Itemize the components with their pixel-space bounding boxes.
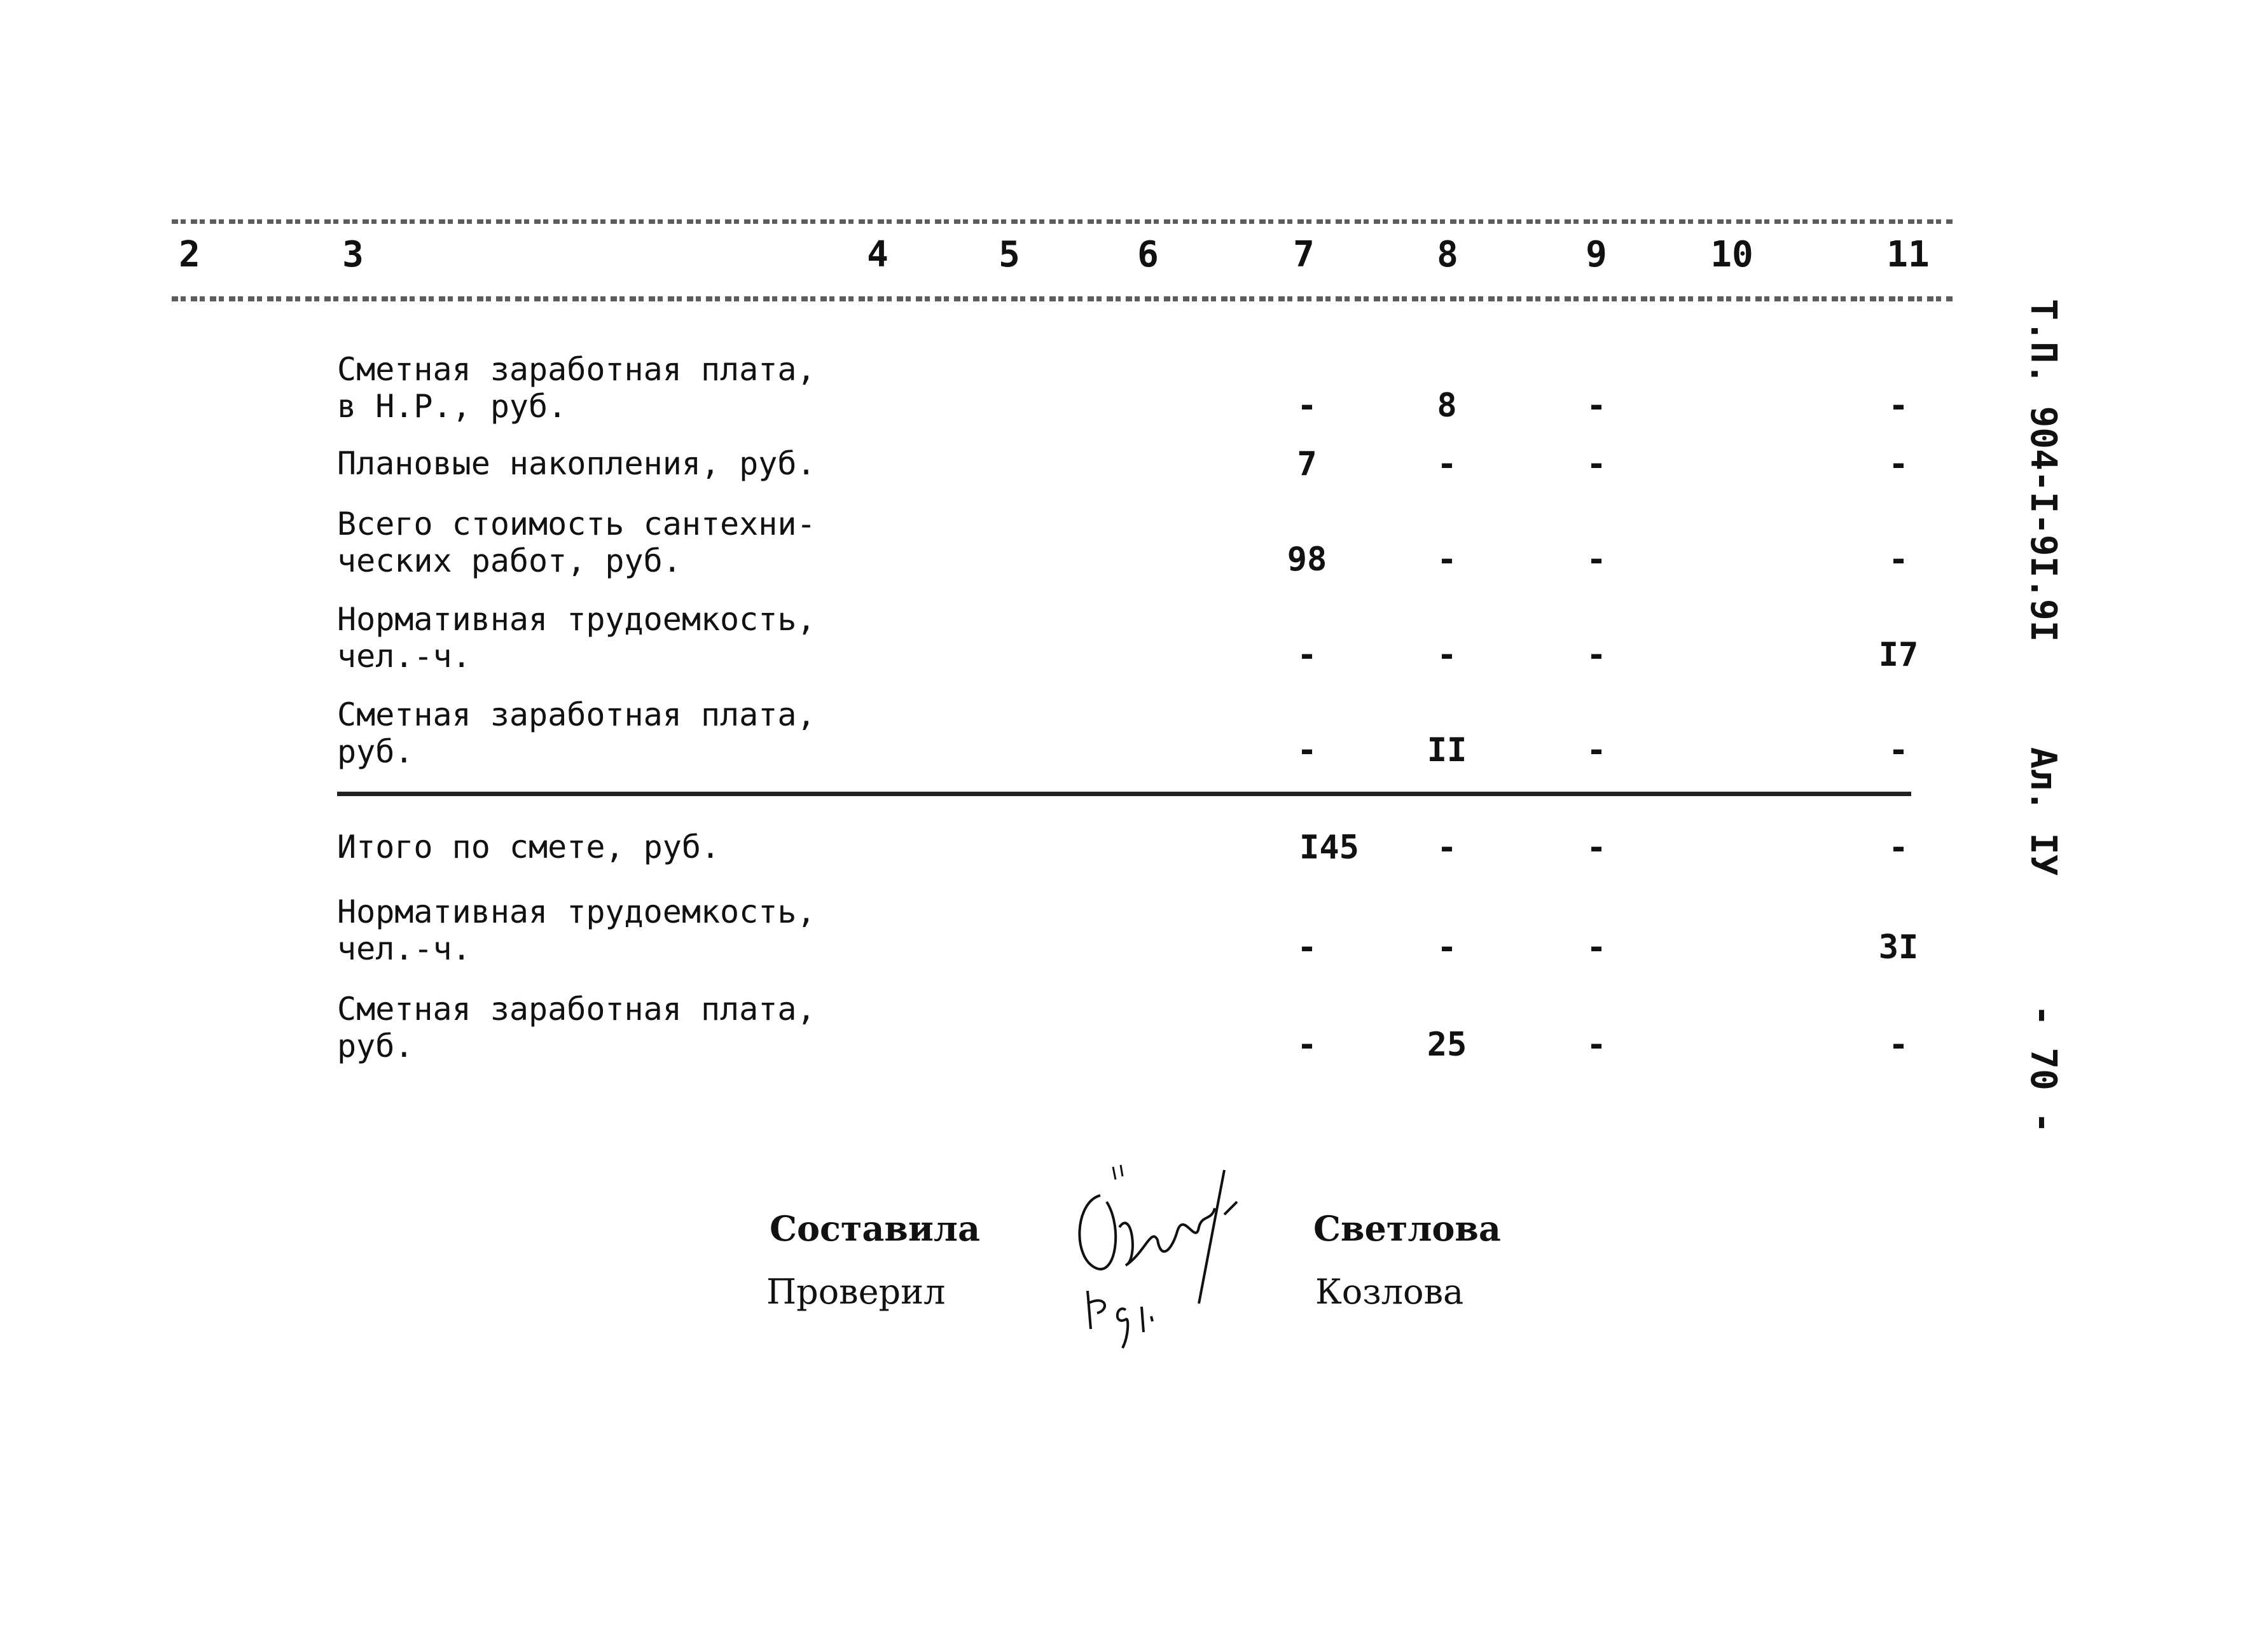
checked-name: Козлова: [1315, 1272, 1464, 1312]
row-label: Всего стоимость сантехни- ческих работ, руб.: [337, 506, 816, 579]
cell-col11: -: [1888, 829, 1909, 867]
column-number-6: 6: [1137, 234, 1159, 275]
cell-col7: 7: [1297, 445, 1317, 483]
project-code: Т.П. 904-I-9I.9I: [2022, 299, 2064, 642]
column-number-4: 4: [867, 234, 888, 275]
column-number-11: 11: [1886, 234, 1930, 275]
column-number-9: 9: [1586, 234, 1607, 275]
cell-col9: -: [1586, 445, 1607, 483]
cell-col8: 8: [1437, 387, 1457, 425]
column-number-8: 8: [1437, 234, 1458, 275]
row-label: Сметная заработная плата, руб.: [337, 991, 816, 1064]
page-number: - 70 -: [2022, 1005, 2064, 1134]
row-label: Сметная заработная плата, руб.: [337, 696, 816, 770]
cell-col7: -: [1297, 636, 1317, 674]
cell-col7: -: [1297, 387, 1317, 425]
cell-col9: -: [1586, 829, 1607, 867]
compiled-label: Составила: [770, 1208, 980, 1249]
total-separator-line: [337, 792, 1911, 796]
column-number-2: 2: [179, 234, 200, 275]
row-label: Нормативная трудоемкость, чел.-ч.: [337, 893, 816, 967]
cell-col7: 98: [1287, 540, 1327, 579]
cell-col8: II: [1427, 731, 1467, 769]
cell-col8: -: [1437, 928, 1457, 967]
row-label: Плановые накопления, руб.: [337, 445, 816, 482]
cell-col8: -: [1437, 829, 1457, 867]
cell-col11: -: [1888, 731, 1909, 769]
cell-col11: -: [1888, 540, 1909, 579]
cell-col7: -: [1297, 1026, 1317, 1064]
row-label: Нормативная трудоемкость, чел.-ч.: [337, 601, 816, 675]
cell-col8: -: [1437, 540, 1457, 579]
cell-col8: -: [1437, 445, 1457, 483]
column-number-5: 5: [999, 234, 1020, 275]
cell-col7: -: [1297, 928, 1317, 967]
cell-col8: 25: [1427, 1026, 1467, 1064]
column-number-3: 3: [342, 234, 364, 275]
cell-col7: I45: [1299, 829, 1359, 867]
cell-col11: -: [1888, 1026, 1909, 1064]
album-number: Ал. IУ: [2022, 747, 2064, 876]
cell-col9: -: [1586, 540, 1607, 579]
cell-col11: I7: [1878, 636, 1919, 674]
cell-col9: -: [1586, 387, 1607, 425]
row-label: Итого по смете, руб.: [337, 829, 721, 865]
cell-col7: -: [1297, 731, 1317, 769]
handwritten-signature: [1062, 1157, 1253, 1367]
checked-label: Проверил: [766, 1272, 946, 1312]
row-label: Сметная заработная плата, в Н.Р., руб.: [337, 351, 816, 425]
cell-col9: -: [1586, 1026, 1607, 1064]
cell-col9: -: [1586, 636, 1607, 674]
cell-col11: -: [1888, 445, 1909, 483]
cell-col11: 3I: [1878, 928, 1919, 967]
cell-col9: -: [1586, 731, 1607, 769]
cell-col11: -: [1888, 387, 1909, 425]
compiled-name: Светлова: [1313, 1208, 1501, 1249]
header-bottom-rule: [172, 296, 1953, 301]
column-number-10: 10: [1710, 234, 1753, 275]
cell-col9: -: [1586, 928, 1607, 967]
column-number-7: 7: [1293, 234, 1315, 275]
header-top-rule: [172, 219, 1953, 224]
cell-col8: -: [1437, 636, 1457, 674]
